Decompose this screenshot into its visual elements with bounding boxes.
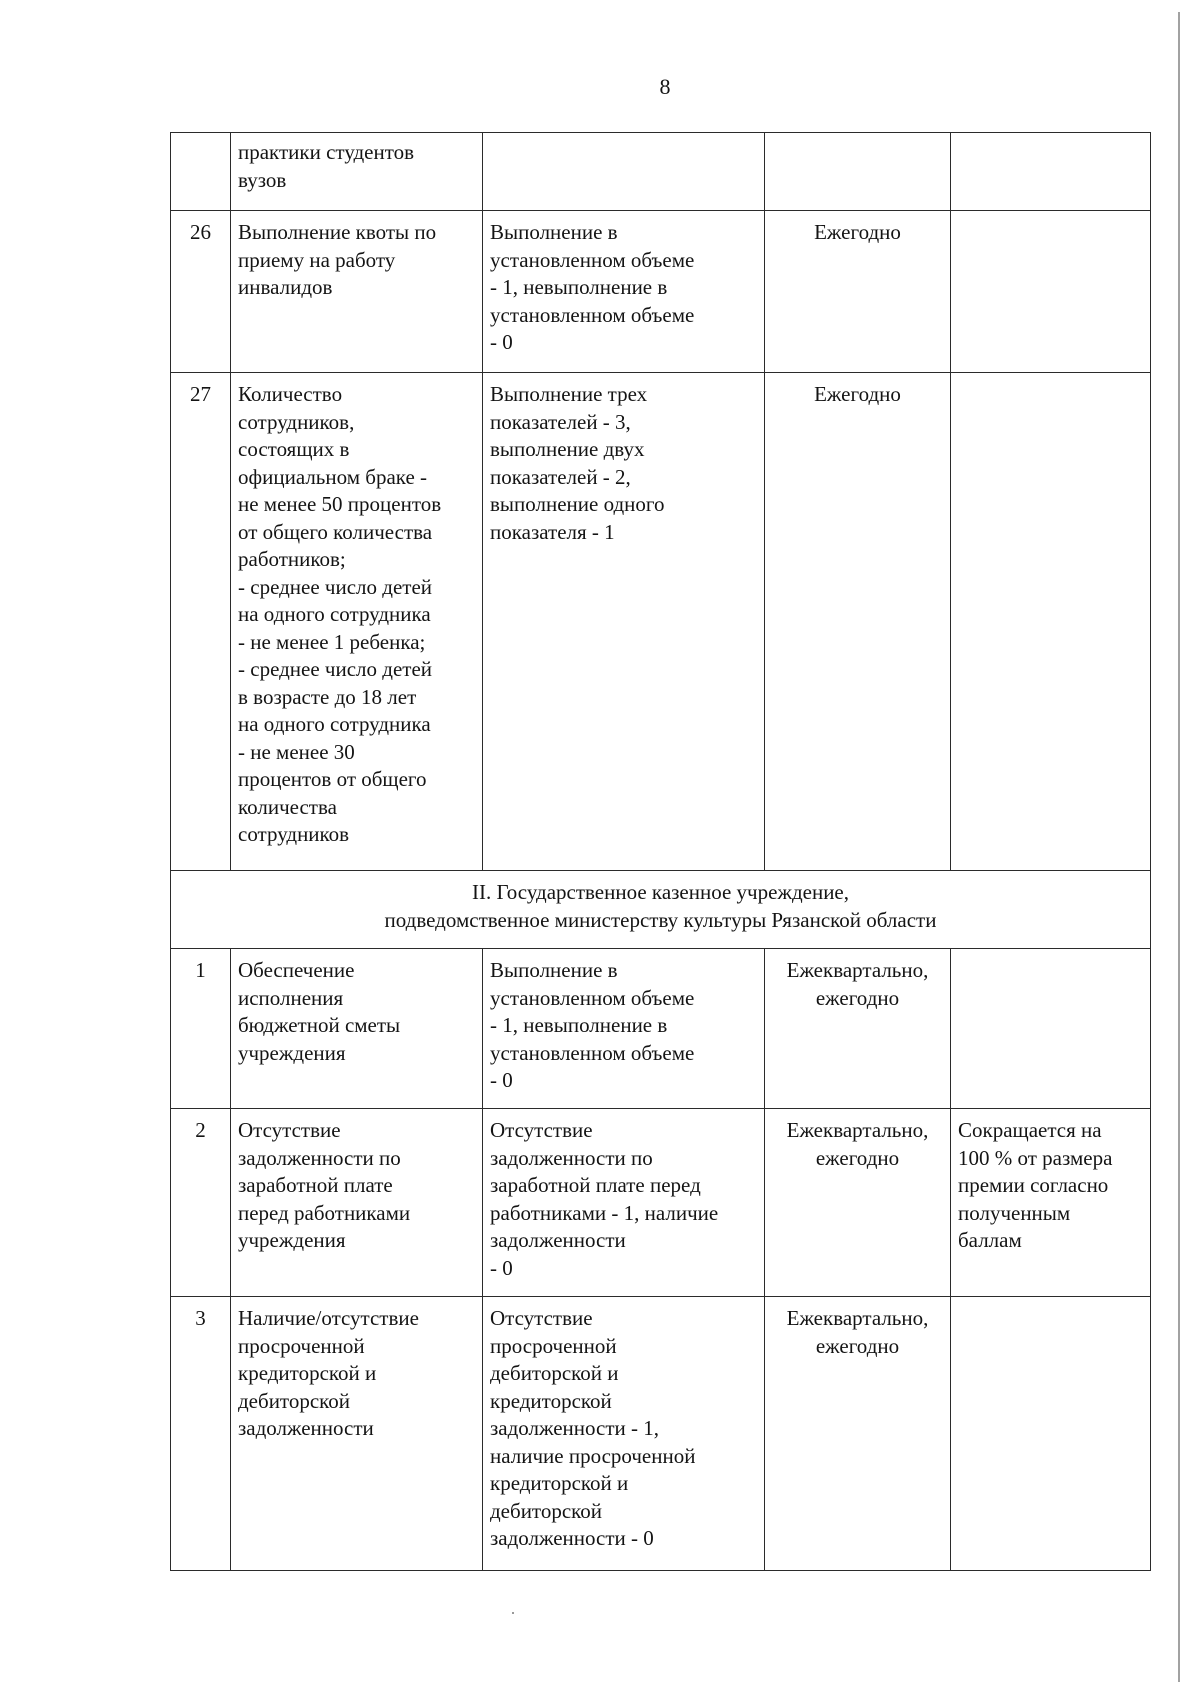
indicator-cell (483, 133, 765, 211)
note-cell (951, 1297, 1151, 1571)
indicator-cell: Выполнение в установленном объеме - 1, невыполнение в установленном объеме - 0 (483, 211, 765, 373)
table-row (171, 211, 1151, 373)
period-cell: Ежеквартально, ежегодно (765, 1109, 951, 1297)
scan-speck (512, 1612, 514, 1614)
table-row (171, 133, 1151, 211)
indicator-cell: Выполнение трех показателей - 3, выполнение двух показателей - 2, выполнение одного показателя - 1 (483, 373, 765, 871)
scan-edge-line (1178, 12, 1180, 1682)
criterion-cell: Обеспечение исполнения бюджетной сметы учреждения (231, 949, 483, 1109)
row-number (171, 133, 231, 211)
note-cell (951, 211, 1151, 373)
row-number: 26 (171, 211, 231, 373)
period-cell (765, 133, 951, 211)
row-number: 3 (171, 1297, 231, 1571)
row-number: 27 (171, 373, 231, 871)
criterion-cell: Отсутствие задолженности по заработной плате перед работниками учреждения (231, 1109, 483, 1297)
row-number: 1 (171, 949, 231, 1109)
section-row (171, 871, 1151, 949)
period-cell: Ежегодно (765, 373, 951, 871)
criterion-cell: Выполнение квоты по приему на работу инвалидов (231, 211, 483, 373)
note-cell (951, 949, 1151, 1109)
criteria-table (170, 132, 1151, 1571)
period-cell: Ежегодно (765, 211, 951, 373)
row-number: 2 (171, 1109, 231, 1297)
criterion-cell: практики студентов вузов (231, 133, 483, 211)
indicator-cell: Выполнение в установленном объеме - 1, невыполнение в установленном объеме - 0 (483, 949, 765, 1109)
table-row (171, 949, 1151, 1109)
page-number: 8 (659, 74, 671, 99)
indicator-cell: Отсутствие просроченной дебиторской и кредиторской задолженности - 1, наличие просроченной кредиторской и дебиторской задолженности - 0 (483, 1297, 765, 1571)
section-heading: II. Государственное казенное учреждение, подведомственное министерству культуры Рязанской области (171, 871, 1151, 949)
note-cell: Сокращается на 100 % от размера премии согласно полученным баллам (951, 1109, 1151, 1297)
table-row (171, 373, 1151, 871)
table-row (171, 1297, 1151, 1571)
note-cell (951, 133, 1151, 211)
period-cell: Ежеквартально, ежегодно (765, 949, 951, 1109)
note-cell (951, 373, 1151, 871)
indicator-cell: Отсутствие задолженности по заработной плате перед работниками - 1, наличие задолженности - 0 (483, 1109, 765, 1297)
criterion-cell: Наличие/отсутствие просроченной кредиторской и дебиторской задолженности (231, 1297, 483, 1571)
criterion-cell: Количество сотрудников, состоящих в официальном браке - не менее 50 процентов от общего количества работников; - среднее число детей на одного сотрудника - не менее 1 ребенка; - среднее число детей в возрасте до 18 лет на одного сотрудника - не менее 30 процентов от общего количества сотрудников (231, 373, 483, 871)
period-cell: Ежеквартально, ежегодно (765, 1297, 951, 1571)
table-row (171, 1109, 1151, 1297)
